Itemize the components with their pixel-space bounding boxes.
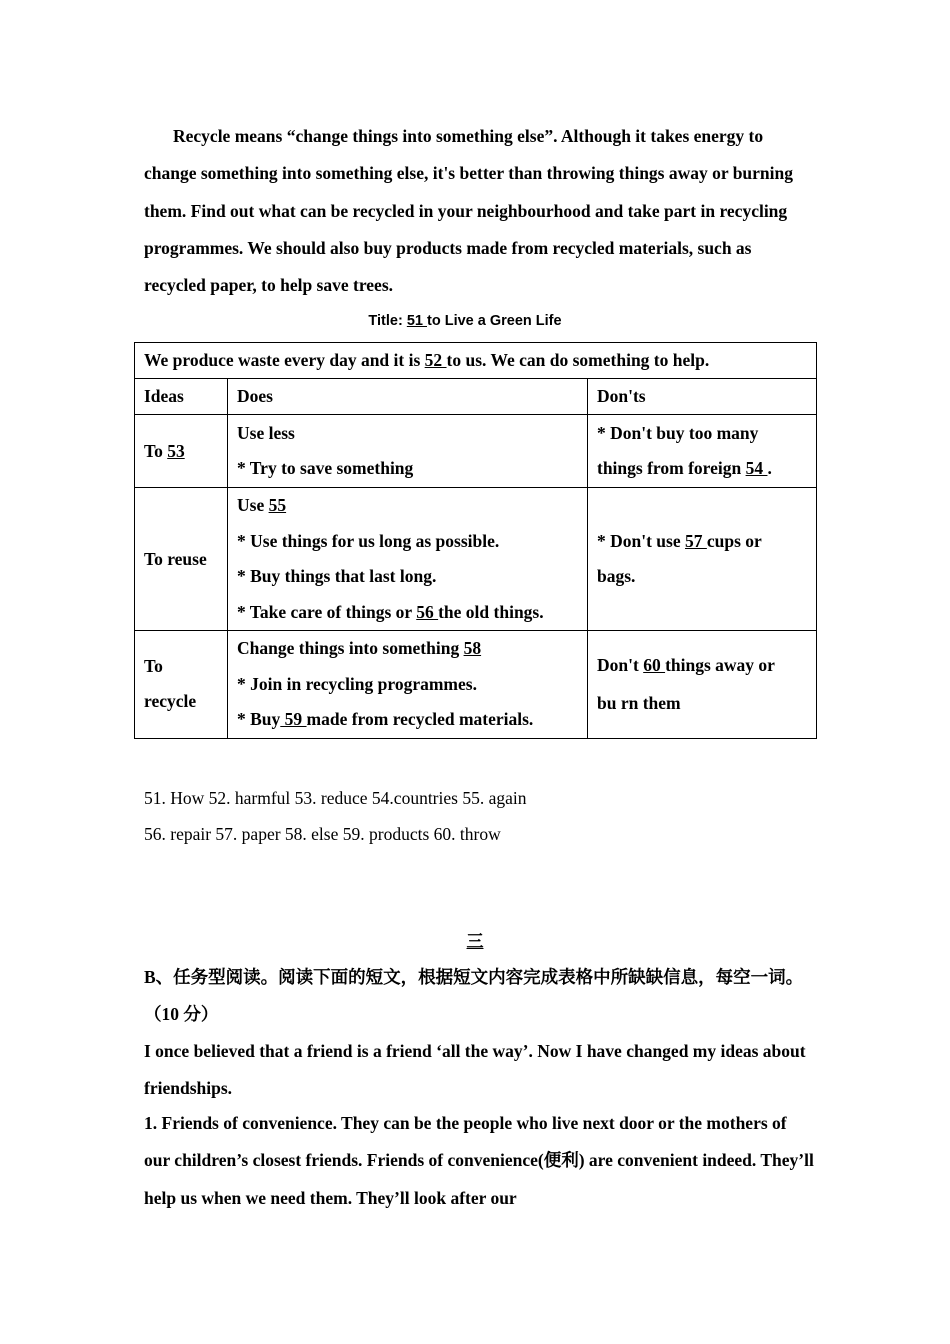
green-life-table xyxy=(134,342,817,739)
answer-key-line-2: 56. repair 57. paper 58. else 59. products 60. throw xyxy=(144,824,501,844)
idea-line: To xyxy=(144,655,163,676)
table-intro-row xyxy=(135,343,817,379)
donts-text: things from foreign xyxy=(597,458,746,478)
does-line xyxy=(237,702,578,738)
blank-59: 59 xyxy=(280,709,307,729)
donts-line xyxy=(597,524,807,560)
does-text: * Take care of things or xyxy=(237,601,417,622)
does-text-end: the old things. xyxy=(438,601,544,622)
header-does: Does xyxy=(228,379,588,415)
does-cell-reuse xyxy=(228,488,588,631)
does-line xyxy=(237,595,578,631)
header-ideas: Ideas xyxy=(135,379,228,415)
blank-51: 51 xyxy=(406,313,427,329)
does-text-end: made from recycled materials. xyxy=(306,709,534,729)
does-cell-recycle xyxy=(228,631,588,739)
donts-text-end: things away or xyxy=(665,655,775,676)
blank-53: 53 xyxy=(167,440,185,461)
table-row-reduce xyxy=(135,415,817,488)
blank-52: 52 xyxy=(424,350,447,370)
intro-text-end: to us. We can do something to help. xyxy=(446,350,710,370)
donts-text: * Don't use xyxy=(597,530,685,551)
blank-58: 58 xyxy=(463,638,482,658)
header-donts: Don'ts xyxy=(588,379,817,415)
idea-cell-recycle xyxy=(135,631,228,739)
does-text: Change things into something xyxy=(237,638,464,658)
donts-cell-reduce xyxy=(588,415,817,488)
does-cell-reduce xyxy=(228,415,588,488)
title-suffix: to Live a Green Life xyxy=(427,313,562,329)
does-text: * Buy xyxy=(237,709,281,729)
donts-line xyxy=(597,451,807,487)
donts-line xyxy=(597,646,807,684)
blank-56: 56 xyxy=(416,601,439,622)
table-row-recycle xyxy=(135,631,817,739)
does-line: * Use things for us long as possible. xyxy=(237,530,500,551)
donts-text-end: . xyxy=(767,458,772,478)
section-b-paragraph-1: I once believed that a friend is a friend ‘all the way’. Now I have changed my ideas about friendships. xyxy=(144,1041,806,1099)
does-line xyxy=(237,488,578,524)
blank-57: 57 xyxy=(685,530,707,551)
does-line: * Buy things that last long. xyxy=(237,566,437,586)
donts-text: Don't xyxy=(597,655,644,676)
idea-line: recycle xyxy=(144,691,197,712)
idea-cell-reduce xyxy=(135,415,228,488)
section-b-paragraph-2: 1. Friends of convenience. They can be the people who live next door or the mothers of our children’s closest friends. Friends of convenience(便利) are convenient indeed. They’ll help us when we need them. They’ll look after our xyxy=(144,1113,814,1208)
does-text: Use xyxy=(237,495,269,515)
blank-60: 60 xyxy=(643,655,666,676)
answer-key-line-1: 51. How 52. harmful 53. reduce 54.countries 55. again xyxy=(144,788,527,808)
idea-text: To xyxy=(144,440,168,461)
intro-text: We produce waste every day and it is xyxy=(144,350,425,370)
intro-cell xyxy=(135,343,817,379)
blank-54: 54 xyxy=(745,458,768,478)
idea-cell-reuse: To reuse xyxy=(135,488,228,631)
donts-cell-reuse xyxy=(588,488,817,631)
does-line xyxy=(237,631,578,667)
recycle-passage: Recycle means “change things into something else”. Although it takes energy to change something into something else, it's better than throwing things away or burning them. Find out what can be recycled in your neighbourhood and take part in recycling programmes. We should also buy products made from recycled materials, such as recycled paper, to help save trees. xyxy=(144,126,794,296)
donts-cell-recycle xyxy=(588,631,817,739)
donts-line: bags. xyxy=(597,566,636,586)
table-header-row xyxy=(135,379,817,415)
does-line: Use less xyxy=(237,422,295,443)
does-line: * Try to save something xyxy=(237,458,414,478)
donts-text-end: cups or xyxy=(706,530,762,551)
section-marker: 三 xyxy=(466,932,484,952)
title-prefix: Title: xyxy=(368,313,407,329)
donts-line: * Don't buy too many xyxy=(597,422,759,443)
table-row-reuse xyxy=(135,488,817,631)
donts-line: bu rn them xyxy=(597,693,681,714)
section-b-instruction: B、任务型阅读。阅读下面的短文，根据短文内容完成表格中所缺缺信息，每空一词。（10 分） xyxy=(144,967,804,1025)
table-title xyxy=(0,311,930,331)
does-line: * Join in recycling programmes. xyxy=(237,673,477,694)
blank-55: 55 xyxy=(268,495,287,515)
